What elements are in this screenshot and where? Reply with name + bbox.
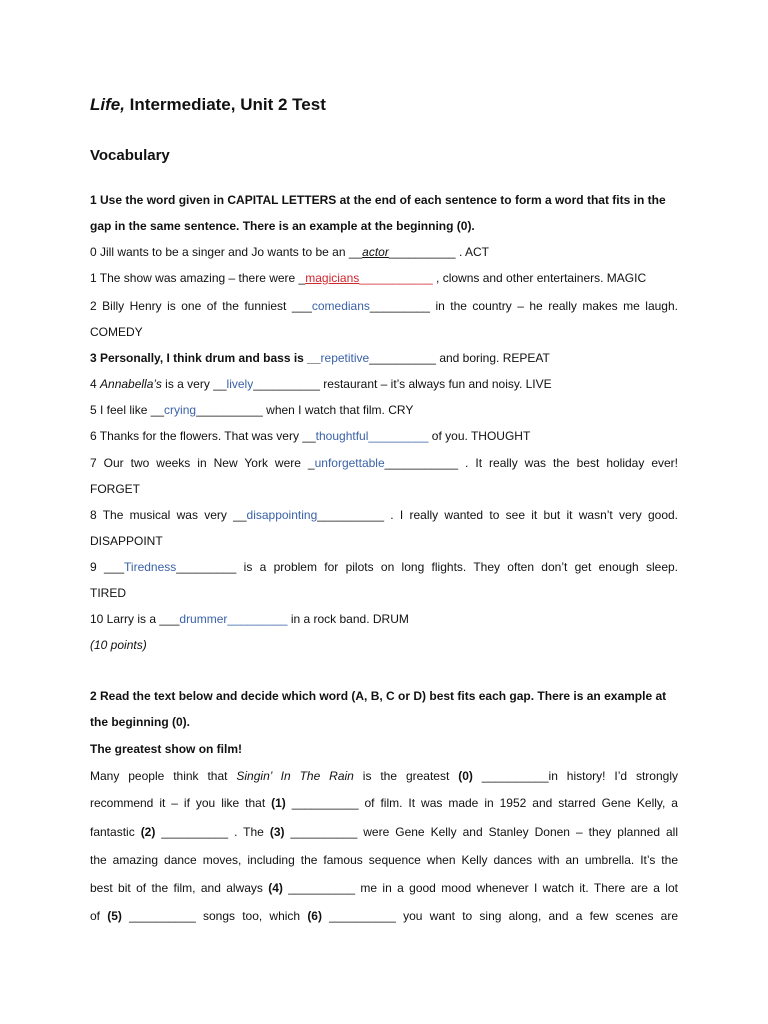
question-8-keyword: DISAPPOINT (90, 534, 163, 548)
question-7: 7 Our two weeks in New York were _unforgettable___________ . It really was the best holiday ever! (90, 456, 678, 470)
answer-2: comedians (311, 299, 370, 313)
section-heading-vocabulary: Vocabulary (90, 147, 170, 164)
title-book-name: Life, (90, 95, 125, 114)
answer-10: drummer (179, 612, 228, 626)
answer-5: crying (164, 403, 197, 417)
question-10: 10 Larry is a ___drummer_________ in a rock band. DRUM (90, 612, 409, 626)
passage-line-4: the amazing dance moves, including the famous sequence when Kelly dances with an umbrella. It’s the (90, 853, 678, 867)
question-7-keyword: FORGET (90, 482, 140, 496)
title-rest: Intermediate, Unit 2 Test (124, 95, 326, 114)
question-1: 1 The show was amazing – there were _magicians___________ , clowns and other entertainers. MAGIC (90, 271, 647, 285)
question-4: 4 Annabella’s is a very __lively__________ restaurant – it’s always fun and noisy. LIVE (90, 377, 552, 391)
task1-instruction-line2: gap in the same sentence. There is an example at the beginning (0). (90, 219, 475, 233)
task2-instruction-line2: the beginning (0). (90, 715, 190, 729)
passage-line-1: Many people think that Singin’ In The Rain is the greatest (0) __________in history! I’d strongly (90, 769, 678, 783)
task2-instruction-line1: 2 Read the text below and decide which word (A, B, C or D) best fits each gap. There is an example at (90, 689, 667, 703)
passage-line-5: best bit of the film, and always (4) __________ me in a good mood whenever I watch it. There are a lot (90, 881, 678, 895)
answer-8: disappointing (246, 508, 318, 522)
question-8: 8 The musical was very __disappointing__________ . I really wanted to see it but it wasn’t very good. (90, 508, 679, 522)
question-5: 5 I feel like __crying__________ when I watch that film. CRY (90, 403, 414, 417)
passage-line-6: of (5) __________ songs too, which (6) __________ you want to sing along, and a few scenes are (90, 909, 679, 923)
film-title: Singin’ In The Rain (236, 769, 354, 783)
answer-1: magicians (305, 271, 360, 285)
question-2: 2 Billy Henry is one of the funniest ___comedians_________ in the country – he really makes me laugh. (90, 299, 678, 313)
answer-9: Tiredness (124, 560, 177, 574)
restaurant-name: Annabella’s (100, 377, 162, 391)
passage-line-3: fantastic (2) __________ . The (3) __________ were Gene Kelly and Stanley Donen – they planned all (90, 825, 679, 839)
question-6: 6 Thanks for the flowers. That was very __thoughtful_________ of you. THOUGHT (90, 429, 531, 443)
question-3: 3 Personally, I think drum and bass is __repetitive__________ and boring. REPEAT (90, 351, 550, 365)
answer-3: repetitive (320, 351, 370, 365)
passage-heading: The greatest show on film! (90, 742, 243, 756)
question-2-keyword: COMEDY (90, 325, 143, 339)
page-title (90, 95, 326, 115)
answer-6: thoughtful (315, 429, 369, 443)
question-9-keyword: TIRED (90, 586, 126, 600)
answer-4: lively (226, 377, 254, 391)
question-0: 0 Jill wants to be a singer and Jo wants to be an __actor__________ . ACT (90, 245, 489, 259)
passage-line-2: recommend it – if you like that (1) __________ of film. It was made in 1952 and starred Gene Kelly, a (90, 796, 678, 810)
answer-7: unforgettable (314, 456, 385, 470)
points-note: (10 points) (90, 638, 147, 652)
task1-instruction-line1: 1 Use the word given in CAPITAL LETTERS at the end of each sentence to form a word that fits in the (90, 193, 666, 207)
answer-0: actor (362, 245, 389, 259)
question-9: 9 ___Tiredness_________ is a problem for pilots on long flights. They often don’t get enough sleep. (90, 560, 679, 574)
